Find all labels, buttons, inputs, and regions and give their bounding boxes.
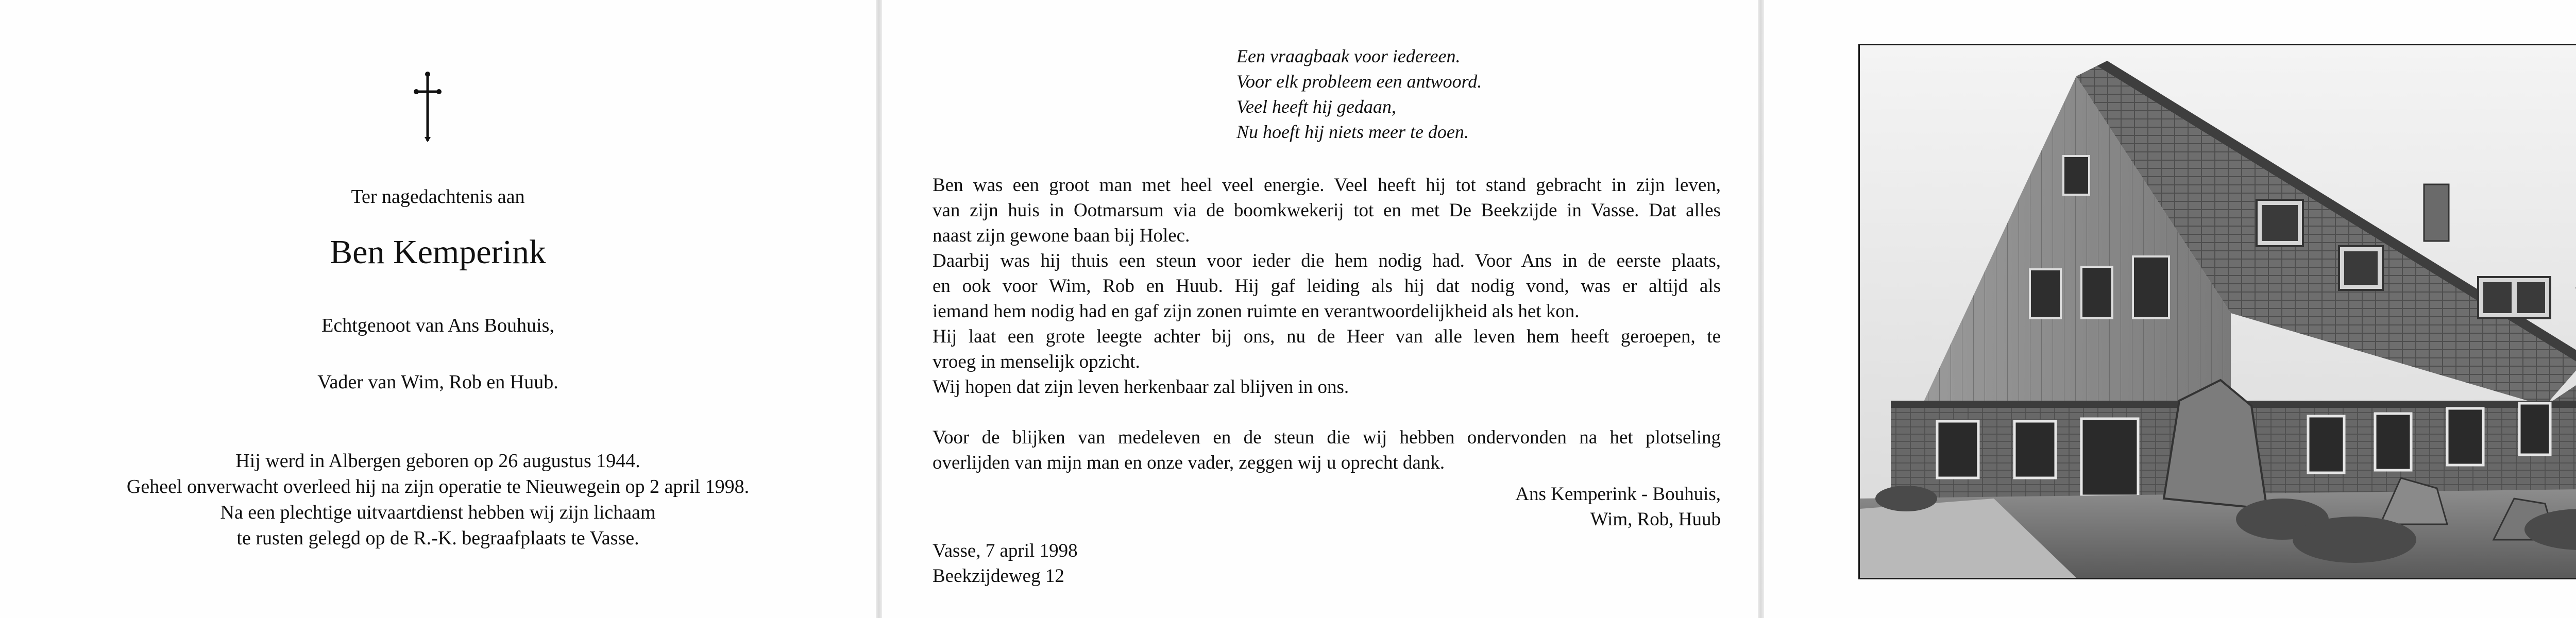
address: Beekzijdeweg 12 (933, 565, 1064, 587)
tribute-line: van zijn huis in Ootmarsum via de boomkwekerij tot en met De Beekzijde in Vasse. Dat alles (933, 200, 1721, 221)
signature-line: Ans Kemperink - Bouhuis, (1515, 484, 1721, 505)
tribute-line: naast zijn gewone baan bij Holec. (933, 225, 1190, 246)
thanks-line: overlijden van mijn man en onze vader, zeggen wij u oprecht dank. (933, 452, 1445, 473)
signature-line: Wim, Rob, Huub (1590, 509, 1721, 530)
tribute-line: Ben was een groot man met heel veel energie. Veel heeft hij tot stand gebracht in zijn leven, (933, 175, 1721, 196)
poem-line: Een vraagbaak voor iedereen. (1236, 46, 1461, 66)
poem (1236, 44, 1482, 145)
house-illustration (1860, 45, 2576, 578)
deceased-name: Ben Kemperink (330, 233, 546, 271)
thanks-line: Voor de blijken van medeleven en de steun die wij hebben ondervonden na het plotseling (933, 427, 1721, 448)
tribute-line: Daarbij was hij thuis een steun voor ieder die hem nodig had. Voor Ans in de eerste plaats, (933, 250, 1721, 271)
tribute-line: en ook voor Wim, Rob en Huub. Hij gaf leiding als hij dat nodig vond, was er altijd als (933, 276, 1721, 297)
tribute-text (933, 173, 1721, 475)
biography-block (0, 448, 876, 551)
tribute-line: Hij laat een grote leegte achter bij ons, nu de Heer van alle leven hem heeft geroepen, te (933, 326, 1721, 347)
poem-line: Veel heeft hij gedaan, (1236, 96, 1396, 117)
poem-line: Nu hoeft hij niets meer te doen. (1236, 122, 1469, 142)
place-date-block (933, 538, 1078, 589)
house-photo (1858, 44, 2576, 579)
biography-line: Geheel onverwacht overleed hij na zijn operatie te Nieuwegein op 2 april 1998. (126, 476, 750, 497)
biography-line: Hij werd in Albergen geboren op 26 augustus 1944. (235, 450, 640, 472)
biography-line: Na een plechtige uitvaartdienst hebben wij zijn lichaam (220, 502, 656, 523)
biography-line: te rusten gelegd op de R.-K. begraafplaats te Vasse. (236, 527, 639, 549)
tribute-line: vroeg in menselijk opzicht. (933, 351, 1140, 372)
tribute-line: Wij hopen dat zijn leven herkenbaar zal blijven in ons. (933, 376, 1349, 398)
tribute-line: iemand hem nodig had en gaf zijn zonen ruimte en verantwoordelijkheid als het kon. (933, 301, 1580, 322)
remembrance-heading: Ter nagedachtenis aan (351, 186, 525, 208)
place-date: Vasse, 7 april 1998 (933, 540, 1078, 561)
cross-icon (412, 71, 443, 143)
poem-line: Voor elk probleem een antwoord. (1236, 71, 1482, 92)
children-line: Vader van Wim, Rob en Huub. (317, 371, 558, 393)
spouse-line: Echtgenoot van Ans Bouhuis, (321, 315, 554, 336)
signature-block (1391, 482, 1721, 532)
